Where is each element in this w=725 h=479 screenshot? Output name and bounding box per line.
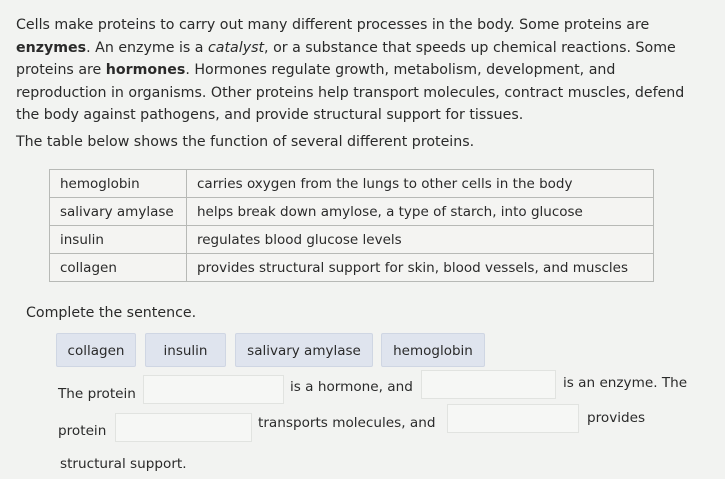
protein-function-cell: provides structural support for skin, blood vessels, and muscles — [187, 254, 654, 282]
choice-tile-collagen[interactable]: collagen — [56, 333, 136, 367]
table-row — [50, 198, 654, 226]
protein-name-cell: hemoglobin — [50, 170, 187, 198]
intro-text: . Hormones regulate growth, metabolism, development, and reproduction in organisms. Other proteins help transport molecules, contract muscles, defend the body against pathogens, and provide structural support for tissues. — [16, 62, 685, 123]
protein-function-table — [49, 169, 654, 282]
table-row — [50, 170, 654, 198]
answer-blank-1[interactable] — [143, 375, 284, 404]
term-hormones: hormones — [105, 62, 186, 78]
sentence-text: transports molecules, and — [258, 415, 436, 431]
term-enzymes: enzymes — [16, 39, 87, 56]
protein-function-cell: helps break down amylose, a type of starch, into glucose — [187, 198, 654, 226]
protein-name-cell: collagen — [50, 254, 187, 282]
answer-blank-2[interactable] — [421, 370, 556, 399]
answer-blank-4[interactable] — [447, 404, 579, 433]
instruction-text: Complete the sentence. — [26, 305, 197, 321]
term-catalyst: catalyst — [208, 39, 265, 56]
table-row — [50, 254, 654, 282]
choice-tile-salivary-amylase[interactable]: salivary amylase — [235, 333, 373, 367]
protein-name-cell: insulin — [50, 226, 187, 254]
sentence-text: The protein — [58, 386, 136, 402]
choice-tile-insulin[interactable]: insulin — [145, 333, 226, 367]
sentence-text: structural support. — [60, 456, 187, 472]
intro-text: , or a substance that speeds up chemical reactions. Some proteins are — [16, 39, 676, 78]
sentence-text: protein — [58, 423, 107, 439]
protein-name-cell: salivary amylase — [50, 198, 187, 226]
choice-tile-hemoglobin[interactable]: hemoglobin — [381, 333, 485, 367]
protein-function-cell: carries oxygen from the lungs to other cells in the body — [187, 170, 654, 198]
sentence-text: provides — [587, 410, 646, 426]
table-row — [50, 226, 654, 254]
intro-text: . An enzyme is a — [86, 39, 208, 56]
intro-text: Cells make proteins to carry out many different processes in the body. Some proteins are — [16, 17, 650, 33]
sentence-text: is an enzyme. The — [563, 375, 688, 391]
intro-paragraph — [16, 14, 706, 127]
table-intro: The table below shows the function of several different proteins. — [16, 134, 475, 150]
answer-blank-3[interactable] — [115, 413, 252, 442]
sentence-text: is a hormone, and — [290, 379, 413, 395]
protein-function-cell: regulates blood glucose levels — [187, 226, 654, 254]
